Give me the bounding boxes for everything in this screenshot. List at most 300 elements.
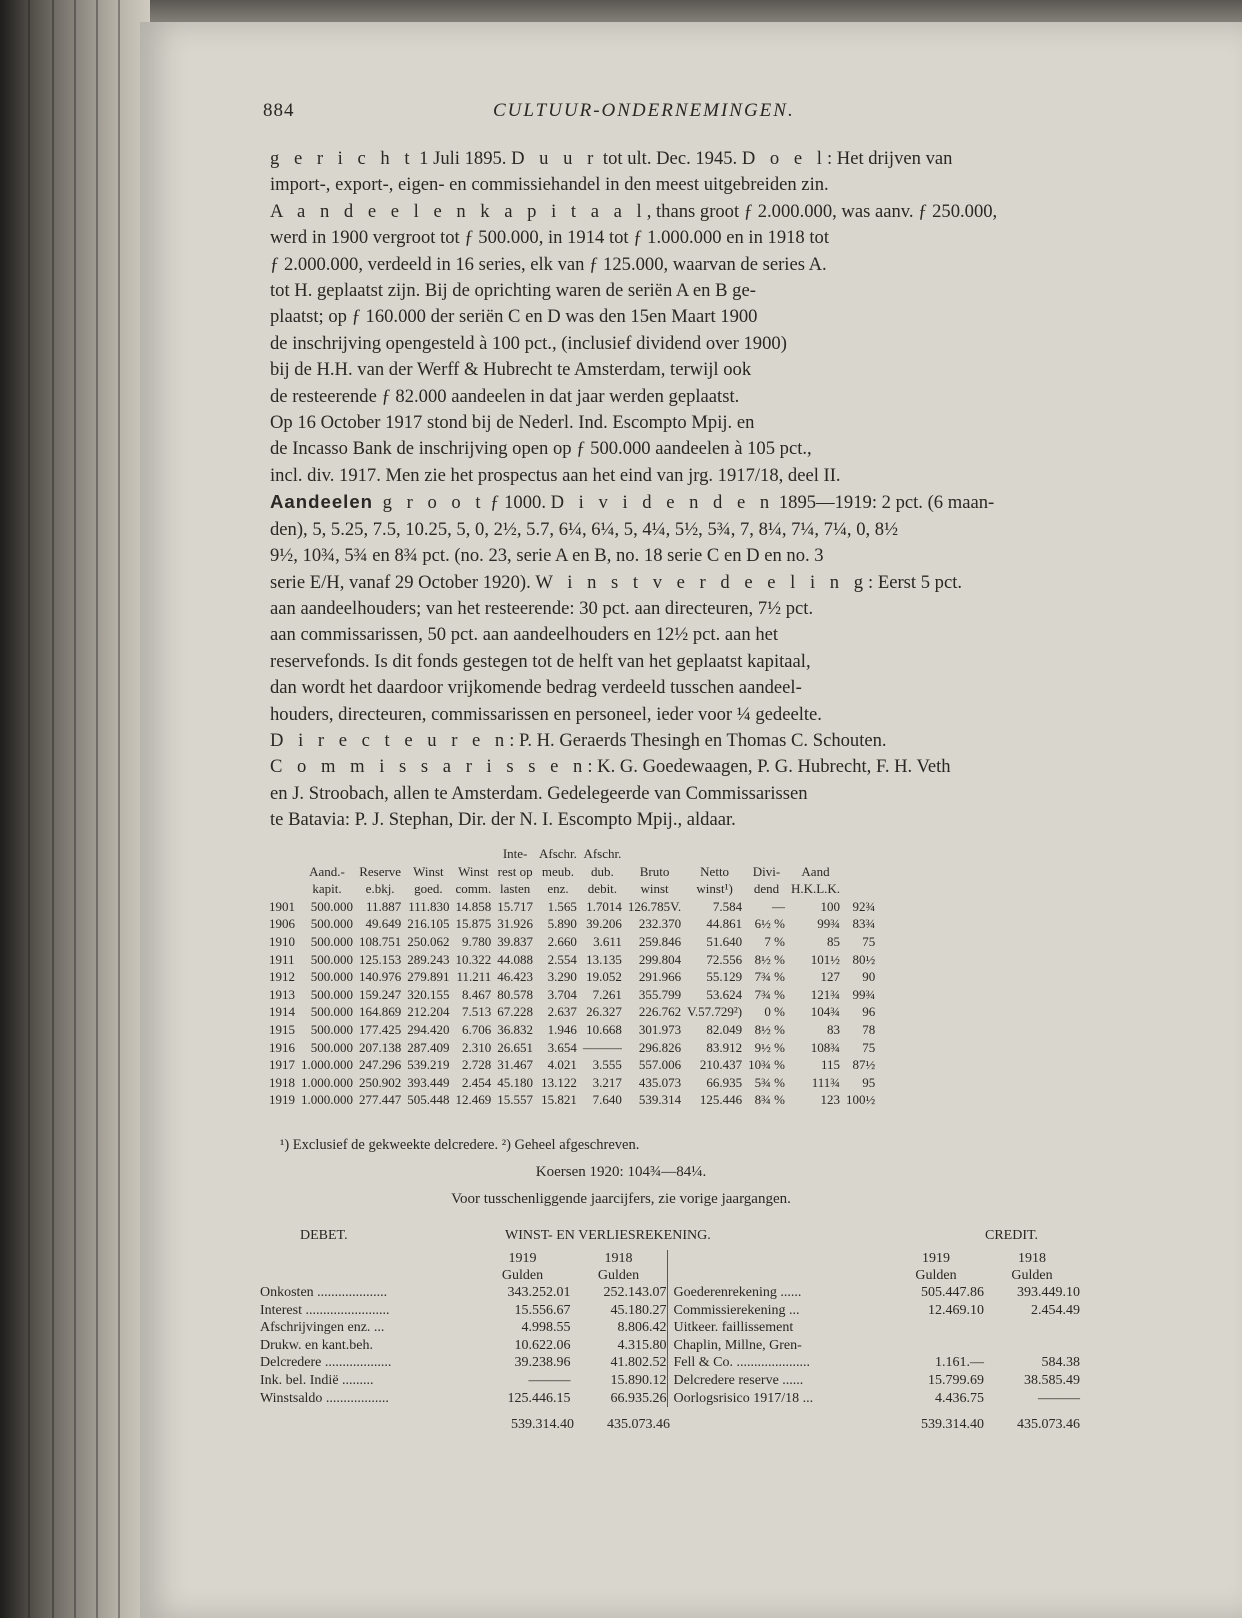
text-segment: houders, directeuren, commissarissen en personeel, ieder voor ¼ gedeelte.: [270, 703, 822, 725]
table-cell: ———: [582, 1039, 622, 1055]
table-header-cell: dend: [753, 881, 780, 897]
table-cell: 1912: [269, 969, 295, 985]
table-cell: 1.7014: [586, 898, 622, 914]
table-cell: 210.437: [699, 1057, 743, 1073]
table-header-cell: meub.: [541, 863, 575, 879]
text-segment: den), 5, 5.25, 7.5, 10.25, 5, 0, 2½, 5.7, 6¼, 6¼, 5, 4¼, 5½, 5¾, 7, 8¼, 7¼, 7¼, 0, 8½: [270, 518, 899, 540]
text-line: [270, 622, 1080, 648]
text-segment: reservefonds. Is dit fonds gestegen tot de helft van het geplaatst kapitaal,: [270, 650, 811, 672]
account-amount: 584.38: [1041, 1355, 1080, 1371]
table-cell: 31.926: [497, 916, 533, 932]
text-line: [270, 517, 1080, 543]
text-line: [270, 463, 1080, 489]
table-cell: 500.000: [310, 898, 353, 914]
account-amount: 15.799.69: [928, 1372, 984, 1388]
account-amount: 393.449.10: [1017, 1285, 1080, 1300]
text-line: [270, 781, 1080, 807]
year-label: 1919: [508, 1251, 537, 1266]
text-line: [270, 331, 1080, 357]
account-amount: 66.935.26: [610, 1390, 667, 1406]
koersen-line: Koersen 1920: 104¾—84¼.: [535, 1164, 707, 1180]
account-totals: [260, 1417, 1080, 1433]
table-cell: 127: [820, 969, 841, 985]
table-cell: 159.247: [359, 986, 402, 1002]
table-header-cell: [404, 845, 452, 863]
table-cell: 250.902: [359, 1074, 402, 1090]
table-cell: 53.624: [706, 986, 743, 1002]
table-cell: 1914: [269, 1004, 295, 1020]
text-segment: C o m m i s s a r i s s e n: [270, 756, 588, 778]
profit-loss-account: [260, 1228, 1080, 1433]
table-cell: 301.973: [638, 1021, 682, 1037]
account-label: Onkosten ....................: [260, 1285, 388, 1300]
table-cell: 101½: [810, 951, 841, 967]
table-cell: 355.799: [638, 986, 682, 1002]
table-row: [266, 915, 878, 933]
table-cell: 294.420: [407, 1021, 450, 1037]
table-cell: 78: [862, 1021, 876, 1037]
table-row: [266, 1074, 878, 1092]
account-total: 539.314.40: [921, 1417, 984, 1433]
table-header-cell: Winst: [458, 863, 489, 879]
text-segment: serie E/H, vanaf 29 October 1920).: [270, 571, 536, 593]
table-cell: V.57.729²): [687, 1004, 743, 1020]
table-cell: 7 %: [764, 933, 785, 949]
table-cell: 557.006: [638, 1057, 682, 1073]
account-total: 435.073.46: [1017, 1417, 1080, 1433]
text-segment: de inschrijving opengesteld à 100 pct., (inclusief dividend over 1900): [270, 332, 787, 354]
table-cell: 7.640: [592, 1092, 622, 1108]
table-cell: 3.217: [592, 1074, 622, 1090]
company-description: [270, 146, 1080, 834]
account-label: Ink. bel. Indië .........: [260, 1372, 374, 1388]
table-cell: 6.706: [462, 1021, 492, 1037]
account-amount: 38.585.49: [1024, 1372, 1080, 1388]
account-amount: 252.143.07: [603, 1285, 667, 1300]
previous-years-note: Voor tusschenliggende jaarcijfers, zie vorige jaargangen.: [451, 1191, 791, 1207]
table-cell: 539.219: [407, 1057, 450, 1073]
text-line: [270, 199, 1080, 225]
table-cell: 1913: [269, 986, 295, 1002]
account-amount: 4.315.80: [617, 1337, 667, 1353]
table-cell: 500.000: [310, 1039, 353, 1055]
table-cell: 277.447: [359, 1092, 402, 1108]
table-cell: 505.448: [407, 1092, 450, 1108]
text-segment: 1 Juli 1895.: [414, 148, 512, 169]
table-header-row: [266, 845, 878, 863]
table-cell: 500.000: [310, 1021, 353, 1037]
table-cell: 6½ %: [754, 916, 785, 932]
table-cell: 500.000: [310, 969, 353, 985]
text-segment: D u u r: [511, 148, 599, 169]
text-line: [270, 543, 1080, 569]
table-header-cell: [356, 845, 404, 863]
table-cell: 9.780: [462, 933, 492, 949]
account-amount: [984, 1319, 1080, 1337]
table-cell: 1.946: [547, 1021, 577, 1037]
table-cell: 1.000.000: [301, 1057, 353, 1073]
table-cell: 0 %: [764, 1004, 785, 1020]
text-line: [270, 489, 1080, 516]
text-line: [270, 702, 1080, 728]
table-cell: —: [771, 898, 785, 914]
text-line: [270, 649, 1080, 675]
account-row: [260, 1354, 667, 1372]
account-amount: 15.890.12: [610, 1372, 667, 1388]
table-cell: 3.654: [547, 1039, 577, 1055]
table-cell: 67.228: [497, 1004, 533, 1020]
table-cell: 232.370: [638, 916, 682, 932]
table-cell: 104¾: [810, 1004, 841, 1020]
account-total: 539.314.40: [511, 1417, 574, 1433]
table-header-cell: Netto: [700, 863, 730, 879]
table-cell: 296.826: [638, 1039, 682, 1055]
table-row: [266, 1091, 878, 1109]
table-cell: 75: [862, 1039, 876, 1055]
table-cell: 10¾ %: [748, 1057, 785, 1073]
table-cell: 250.062: [407, 933, 450, 949]
table-cell: 9½ %: [754, 1039, 785, 1055]
text-segment: D i r e c t e u r e n: [270, 729, 510, 751]
table-footnote: ¹) Exclusief de gekweekte delcredere. ²) Geheel afgeschreven.: [280, 1137, 640, 1153]
text-segment: dan wordt het daardoor vrijkomende bedrag verdeeld tusschen aandeel-: [270, 677, 802, 699]
account-row: [260, 1319, 667, 1337]
text-segment: de Incasso Bank de inschrijving open op ƒ 500.000 aandeelen à 105 pct.,: [270, 438, 812, 460]
table-cell: 26.651: [497, 1039, 533, 1055]
table-cell: 108¾: [810, 1039, 841, 1055]
table-header-cell: Bruto: [639, 863, 670, 879]
table-cell: 15.821: [541, 1092, 577, 1108]
text-segment: W i n s t v e r d e e l i n g: [535, 571, 869, 593]
account-amount: [888, 1319, 984, 1337]
table-cell: 7.261: [592, 986, 622, 1002]
table-cell: 279.891: [407, 969, 450, 985]
table-row: [266, 1039, 878, 1057]
text-segment: import-, export-, eigen- en commissiehandel in den meest uitgebreiden zin.: [270, 174, 829, 196]
table-cell: 1910: [269, 933, 295, 949]
table-header-cell: Winst: [413, 863, 444, 879]
table-cell: 1917: [269, 1057, 295, 1073]
table-cell: 10.668: [586, 1021, 622, 1037]
table-header-cell: lasten: [499, 881, 531, 897]
running-title: CULTUUR-ONDERNEMINGEN.: [493, 100, 795, 121]
unit-label: Gulden: [915, 1268, 957, 1283]
table-row: [266, 933, 878, 951]
table-cell: 83¾: [852, 916, 876, 932]
account-row: [260, 1390, 667, 1408]
table-cell: 539.314: [638, 1092, 682, 1108]
table-cell: 121¾: [810, 986, 841, 1002]
table-cell: 1915: [269, 1021, 295, 1037]
table-cell: 39.206: [586, 916, 622, 932]
table-cell: 7.584: [712, 898, 743, 914]
table-cell: 2.637: [547, 1004, 577, 1020]
table-cell: 1916: [269, 1039, 295, 1055]
account-label: Uitkeer. faillissement: [673, 1320, 794, 1336]
debet-heading: DEBET.: [300, 1228, 348, 1243]
table-cell: 3.555: [592, 1057, 622, 1073]
table-cell: 1919: [269, 1092, 295, 1108]
text-line: [270, 675, 1080, 701]
table-header-cell: e.bkj.: [365, 881, 395, 897]
year-label: 1918: [1018, 1251, 1046, 1266]
table-cell: 95: [862, 1074, 876, 1090]
table-row: [266, 951, 878, 969]
table-cell: 90: [862, 969, 876, 985]
account-row: [674, 1390, 1081, 1408]
account-label: Afschrijvingen enz. ...: [260, 1320, 385, 1336]
account-amount: 12.469.10: [928, 1302, 984, 1318]
table-cell: 212.204: [407, 1004, 450, 1020]
table-header-cell: rest op: [497, 863, 533, 879]
account-label: Delcredere reserve ......: [673, 1372, 804, 1388]
page-number: 884: [263, 100, 295, 121]
table-cell: 44.861: [706, 916, 743, 932]
table-cell: 4.021: [547, 1057, 577, 1073]
table-header-cell: Afschr.: [539, 846, 577, 861]
table-cell: 19.052: [586, 969, 622, 985]
table-cell: 3.704: [547, 986, 577, 1002]
table-cell: 92¾: [852, 898, 876, 914]
text-line: [270, 410, 1080, 436]
text-line: [270, 278, 1080, 304]
table-header-cell: [745, 845, 788, 863]
text-line: [270, 357, 1080, 383]
table-cell: 11.211: [456, 969, 492, 985]
table-row: [266, 1056, 878, 1074]
account-amount: 1.161.—: [935, 1355, 984, 1371]
table-header-cell: Aand: [801, 863, 830, 879]
text-segment: en J. Stroobach, allen te Amsterdam. Gedelegeerde van Commissarissen: [270, 782, 808, 804]
account-total: 435.073.46: [607, 1417, 670, 1433]
table-header-cell: [266, 880, 298, 898]
table-cell: 13.135: [586, 951, 622, 967]
table-cell: 83.912: [706, 1039, 743, 1055]
text-segment: D i v i d e n d e n: [550, 492, 775, 514]
table-header-cell: Reserve: [359, 863, 402, 879]
table-cell: 393.449: [407, 1074, 450, 1090]
table-header-cell: [788, 845, 843, 863]
table-cell: 100½: [846, 1092, 876, 1108]
account-label: Fell & Co. .....................: [673, 1355, 811, 1371]
table-cell: 15.875: [455, 916, 492, 932]
account-row: [674, 1284, 1081, 1302]
table-header-cell: [266, 845, 298, 863]
table-cell: 5¾ %: [754, 1074, 785, 1090]
table-header-cell: Divi-: [752, 863, 781, 879]
account-amount: 15.556.67: [514, 1302, 571, 1318]
table-cell: 10.322: [455, 951, 492, 967]
table-cell: 2.454: [462, 1074, 492, 1090]
table-cell: 500.000: [310, 1004, 353, 1020]
text-segment: : Eerst 5 pct.: [868, 571, 963, 593]
text-segment: g e r i c h t: [270, 148, 415, 169]
debit-side: [260, 1250, 668, 1407]
table-cell: 49.649: [365, 916, 402, 932]
table-header-cell: Afschr.: [583, 846, 622, 861]
table-cell: 207.138: [359, 1039, 402, 1055]
table-cell: 2.660: [547, 933, 577, 949]
table-cell: 44.088: [497, 951, 533, 967]
table-header-cell: Inte-: [502, 846, 528, 861]
account-row: [260, 1302, 667, 1320]
table-cell: 320.155: [407, 986, 450, 1002]
table-cell: 287.409: [407, 1039, 450, 1055]
table-cell: 15.557: [497, 1092, 533, 1108]
table-cell: 12.469: [455, 1092, 492, 1108]
account-row: [674, 1372, 1081, 1390]
table-cell: 291.966: [638, 969, 682, 985]
table-cell: 85: [827, 933, 841, 949]
table-cell: 299.804: [638, 951, 682, 967]
account-amount: [888, 1337, 984, 1355]
table-cell: 80.578: [497, 986, 533, 1002]
table-cell: 1.000.000: [301, 1092, 353, 1108]
text-segment: tot H. geplaatst zijn. Bij de oprichting waren de seriën A en B ge-: [270, 280, 756, 302]
text-segment: : Het drijven van: [826, 148, 953, 169]
text-segment: ƒ 1000.: [485, 492, 551, 514]
account-amount: 343.252.01: [507, 1285, 571, 1300]
text-line: [270, 754, 1080, 780]
table-cell: 99¾: [817, 916, 841, 932]
table-cell: 5.890: [547, 916, 577, 932]
account-amount: ———: [1038, 1390, 1080, 1406]
table-row: [266, 1021, 878, 1039]
text-segment: aan aandeelhouders; van het resteerende: 30 pct. aan directeuren, 7½ pct.: [270, 597, 814, 619]
table-cell: 51.640: [706, 933, 743, 949]
table-header-cell: dub.: [591, 863, 614, 879]
table-cell: 247.296: [359, 1057, 402, 1073]
table-cell: 2.728: [462, 1057, 492, 1073]
table-header-cell: goed.: [414, 881, 443, 897]
table-cell: 108.751: [359, 933, 402, 949]
account-amount: ———: [528, 1372, 571, 1388]
account-title: WINST- EN VERLIESREKENING.: [505, 1228, 711, 1243]
text-segment: 1895—1919: 2 pct. (6 maan-: [774, 492, 995, 514]
table-cell: 31.467: [497, 1057, 533, 1073]
table-cell: 8½ %: [754, 951, 785, 967]
text-segment: A a n d e e l e n k a p i t a a l: [270, 200, 647, 222]
table-header-row: [266, 880, 878, 898]
table-cell: 8.467: [462, 986, 492, 1002]
table-cell: 500.000: [310, 916, 353, 932]
table-cell: 1906: [269, 916, 295, 932]
text-line: [270, 728, 1080, 754]
text-segment: de resteerende ƒ 82.000 aandeelen in dat jaar werden geplaatst.: [270, 385, 740, 407]
table-row: [266, 986, 878, 1004]
table-header-cell: [266, 863, 298, 881]
credit-heading: CREDIT.: [985, 1228, 1039, 1243]
text-line: [270, 436, 1080, 462]
table-cell: 15.717: [497, 898, 533, 914]
table-cell: 140.976: [359, 969, 402, 985]
book-spine-edge: [0, 0, 150, 1618]
table-cell: 115: [821, 1057, 841, 1073]
table-header-cell: [684, 845, 745, 863]
text-line: [270, 304, 1080, 330]
table-cell: 99¾: [852, 986, 876, 1002]
table-header-cell: winst¹): [696, 881, 733, 897]
table-cell: 1.565: [547, 898, 577, 914]
account-amount: [984, 1337, 1080, 1355]
table-cell: 7¾ %: [754, 969, 785, 985]
table-cell: 87½: [852, 1057, 876, 1073]
table-cell: 500.000: [310, 986, 353, 1002]
table-cell: 100: [820, 898, 841, 914]
account-row: [674, 1302, 1081, 1320]
account-amount: 505.447.86: [921, 1285, 984, 1300]
table-row: [266, 898, 878, 916]
account-label: Winstsaldo ..................: [260, 1390, 389, 1406]
text-segment: te Batavia: P. J. Stephan, Dir. der N. I. Escompto Mpij., aldaar.: [270, 809, 736, 831]
text-line: [270, 596, 1080, 622]
account-label: Chaplin, Millne, Gren-: [673, 1337, 802, 1353]
account-label: Drukw. en kant.beh.: [260, 1337, 374, 1353]
account-label: Goederenrekening ......: [673, 1285, 802, 1300]
account-row: [260, 1337, 667, 1355]
table-cell: 126.785V.: [627, 898, 682, 914]
table-cell: 14.858: [455, 898, 492, 914]
table-cell: 2.554: [547, 951, 577, 967]
table-cell: 36.832: [497, 1021, 533, 1037]
text-segment: incl. div. 1917. Men zie het prospectus aan het eind van jrg. 1917/18, deel II.: [270, 464, 841, 486]
year-header: [674, 1250, 1081, 1284]
account-amount: 8.806.42: [617, 1320, 667, 1336]
text-line: [270, 225, 1080, 251]
table-cell: 3.611: [593, 933, 622, 949]
table-cell: 82.049: [706, 1021, 743, 1037]
table-header-cell: [298, 845, 356, 863]
table-cell: 111.830: [408, 898, 450, 914]
table-cell: 289.243: [407, 951, 450, 967]
table-cell: 500.000: [310, 951, 353, 967]
unit-label: Gulden: [501, 1268, 544, 1283]
table-cell: 259.846: [638, 933, 682, 949]
table-cell: 1901: [269, 898, 295, 914]
table-header-cell: Aand.-: [309, 863, 345, 879]
table-cell: 83: [827, 1021, 841, 1037]
table-header-cell: comm.: [455, 881, 492, 897]
text-segment: plaatst; op ƒ 160.000 der seriën C en D was den 15en Maart 1900: [270, 306, 758, 328]
table-cell: 3.290: [547, 969, 577, 985]
table-cell: 125.446: [699, 1092, 743, 1108]
account-label: Delcredere ...................: [260, 1355, 392, 1371]
table-row: [266, 1003, 878, 1021]
table-cell: 7.513: [462, 1004, 492, 1020]
text-segment: : K. G. Goedewaagen, P. G. Hubrecht, F. H. Veth: [587, 756, 951, 778]
account-row: [260, 1372, 667, 1390]
text-line: [270, 146, 1080, 172]
account-row: [674, 1337, 1081, 1355]
table-cell: 75: [862, 933, 876, 949]
table-cell: 55.129: [706, 969, 743, 985]
text-line: [270, 570, 1080, 596]
text-segment: Aandeelen: [270, 491, 374, 513]
text-line: [270, 252, 1080, 278]
table-header-cell: [453, 845, 495, 863]
text-line: [270, 807, 1080, 833]
text-segment: 9½, 10¾, 5¾ en 8¾ pct. (no. 23, serie A en B, no. 18 serie C en D en no. 3: [270, 545, 824, 567]
text-segment: werd in 1900 vergroot tot ƒ 500.000, in 1914 tot ƒ 1.000.000 en in 1918 tot: [270, 227, 829, 249]
unit-label: Gulden: [1011, 1268, 1053, 1283]
table-cell: 435.073: [638, 1074, 682, 1090]
account-amount: 41.802.52: [610, 1355, 667, 1371]
credit-side: [668, 1250, 1081, 1407]
account-amount: 4.436.75: [935, 1390, 984, 1406]
text-segment: bij de H.H. van der Werff & Hubrecht te Amsterdam, terwijl ook: [270, 359, 752, 381]
table-cell: 123: [820, 1092, 841, 1108]
table-header-cell: kapit.: [312, 881, 342, 897]
